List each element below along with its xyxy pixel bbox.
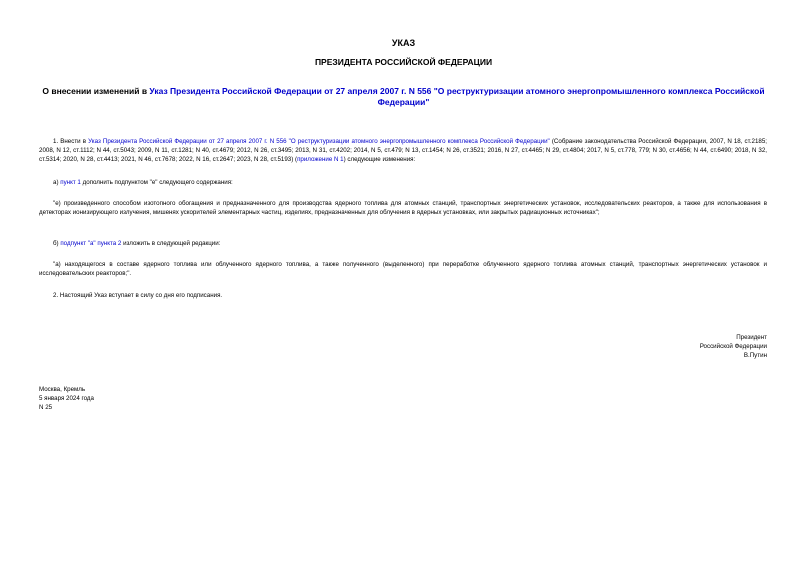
decree-number: N 25 <box>39 404 53 411</box>
p1-decree-link[interactable]: Указ Президента Российской Федерации от 27 апреля 2007 г. N 556 "О реструктуризации атомного энергопромышленного комплекса Российской Федерации" <box>88 138 550 145</box>
decree-issuer: ПРЕЗИДЕНТА РОССИЙСКОЙ ФЕДЕРАЦИИ <box>314 57 493 67</box>
quoted-subitem-e: "е) произведенного способом изотопного обогащения и предназначенного для производства ядерного топлива для атомных станций, транспортных энергетических установок, исследовательских реакторов, а также для использования в детекторах ионизирующего излучения, мишенях ускорителей элементарных частиц, изделиях, предназначенных для облучения в ядерных установках, или закрытых радиационных источниках"; <box>39 200 767 216</box>
document-title <box>40 86 767 108</box>
signature-block <box>700 333 767 360</box>
p4-suffix: изложить в следующей редакции: <box>121 240 221 247</box>
date: 5 января 2024 года <box>39 395 94 402</box>
item-1-link[interactable]: пункт 1 <box>60 179 81 186</box>
title-prefix: О внесении изменений в <box>42 86 150 96</box>
p2-suffix: дополнить подпунктом "е" следующего содержания: <box>80 179 233 186</box>
paragraph-b <box>39 239 767 248</box>
paragraph-2: 2. Настоящий Указ вступает в силу со дня его подписания. <box>53 292 223 299</box>
signature-country: Российской Федерации <box>699 343 767 350</box>
p1-middle: (Собрание законодательства Российской Федерации, 2007, N 18, ст.2185; 2008, N 12, ст.1112; N 44, ст.5043; 2009, N 11, ст.1281; N 40, ст.4679; 2012, N 26, ст.3495; 2013, N 31, ст.4202; 2014, N 5, ст.479; N 13, ст.1454; N 26, ст.3521; 2016, N 27, ст.4465; N 29, ст.4804; 2017, N 5, ст.778, 779; N 30, ст.4656; N 44, ст.6490; 2018, N 32, ст.5314; 2020, N 28, ст.4413; 2021, N 46, ст.7678; 2022, N 16, ст.2647; 2023, N 28, ст.5193) ( <box>39 138 767 163</box>
place-date-block <box>39 385 94 412</box>
p4-prefix: б) <box>53 240 61 247</box>
p2-prefix: а) <box>53 179 61 186</box>
quoted-subitem-a: "а) находящегося в составе ядерного топлива или облученного ядерного топлива, а также полученного (выделенного) при переработке облученного ядерного топлива атомных станций, транспортных энергетических установок и исследовательских реакторов;". <box>39 261 767 277</box>
p1-prefix: 1. Внести в <box>53 138 89 145</box>
place: Москва, Кремль <box>39 386 86 393</box>
subitem-a-item-2-link[interactable]: подпункт "а" пункта 2 <box>60 240 122 247</box>
paragraph-a <box>39 178 767 187</box>
p1-suffix: ) следующие изменения: <box>343 156 416 163</box>
appendix-1-link[interactable]: приложение N 1 <box>297 156 344 163</box>
signature-title: Президент <box>736 334 767 341</box>
title-decree-link[interactable]: Указ Президента Российской Федерации от 27 апреля 2007 г. N 556 "О реструктуризации атомного энергопромышленного комплекса Российской Федерации" <box>149 86 765 107</box>
decree-heading: УКАЗ <box>391 38 416 48</box>
paragraph-1 <box>39 137 767 164</box>
signature-name: В.Путин <box>743 352 767 359</box>
